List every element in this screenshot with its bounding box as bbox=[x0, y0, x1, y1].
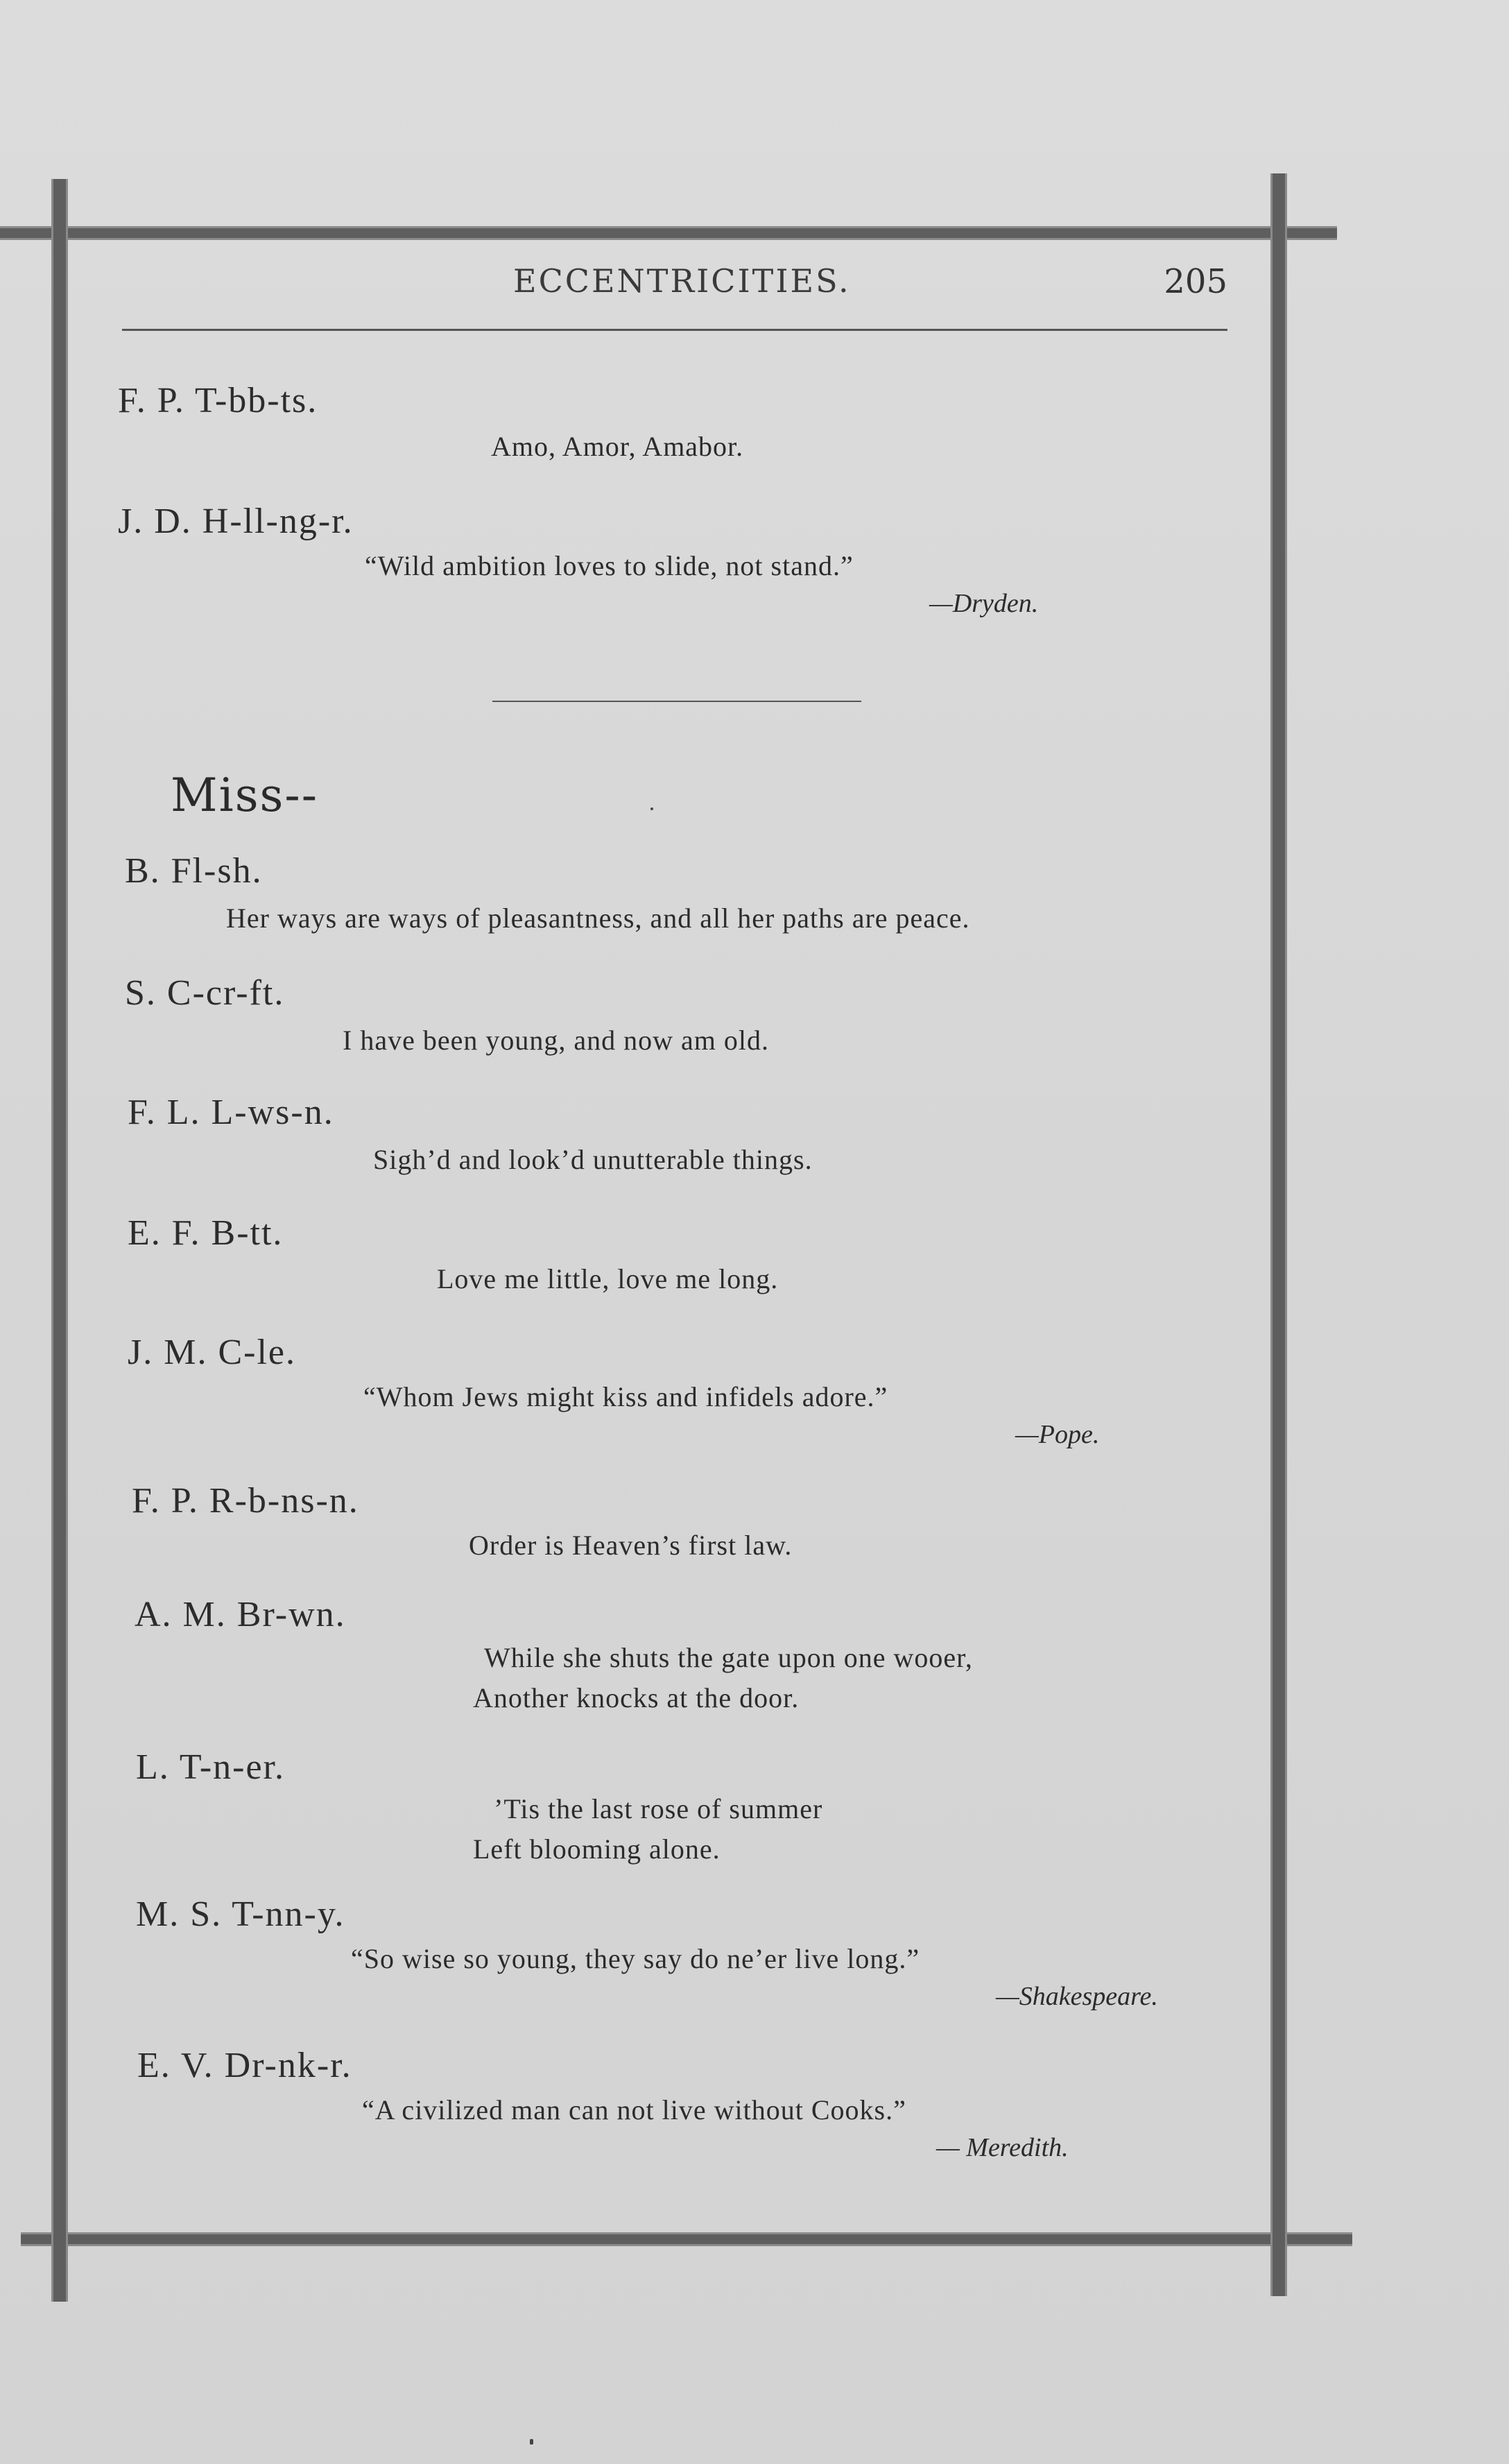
running-header bbox=[118, 262, 1227, 304]
entry-name: A. M. Br-wn. bbox=[135, 1595, 346, 1634]
entry-quote: Amo, Amor, Amabor. bbox=[491, 431, 744, 462]
left-border-bar bbox=[51, 179, 68, 2302]
section-heading: Miss-- bbox=[171, 769, 319, 822]
entry-quote: I have been young, and now am old. bbox=[343, 1025, 769, 1056]
entry-name: B. Fl-sh. bbox=[125, 851, 263, 891]
top-border-bar bbox=[0, 226, 1337, 240]
entry-quote: While she shuts the gate upon one wooer, bbox=[484, 1642, 973, 1673]
entry-quote: “So wise so young, they say do ne’er live long.” bbox=[351, 1943, 920, 1974]
entry-quote: “Whom Jews might kiss and infidels adore.” bbox=[363, 1381, 888, 1412]
entry-name: J. D. H-ll-ng-r. bbox=[118, 502, 354, 541]
entry-name: F. P. T-bb-ts. bbox=[118, 381, 318, 420]
entry-name: E. F. B-tt. bbox=[128, 1213, 284, 1253]
entry-name: F. P. R-b-ns-n. bbox=[132, 1481, 359, 1521]
entry-attribution: —Pope. bbox=[1015, 1420, 1100, 1449]
entry-name: L. T-n-er. bbox=[136, 1747, 285, 1787]
entry-quote: Sigh’d and look’d unutterable things. bbox=[373, 1144, 813, 1175]
header-rule bbox=[122, 329, 1227, 331]
print-speck bbox=[530, 2439, 533, 2445]
entry-attribution: —Shakespeare. bbox=[996, 1982, 1158, 2011]
entry-quote: Left blooming alone. bbox=[473, 1833, 721, 1865]
entry-name: M. S. T-nn-y. bbox=[136, 1894, 345, 1934]
entry-quote: Her ways are ways of pleasantness, and all her paths are peace. bbox=[226, 902, 970, 934]
entry-attribution: —Dryden. bbox=[929, 589, 1039, 618]
section-separator bbox=[492, 701, 861, 702]
bottom-border-bar bbox=[21, 2232, 1352, 2246]
entry-name: F. L. L-ws-n. bbox=[128, 1093, 334, 1132]
entry-name: J. M. C-le. bbox=[128, 1333, 296, 1372]
entry-quote: “A civilized man can not live without Cooks.” bbox=[362, 2094, 906, 2125]
page-number: 205 bbox=[1164, 262, 1227, 301]
entry-quote: Order is Heaven’s first law. bbox=[469, 1530, 793, 1561]
entry-quote: Another knocks at the door. bbox=[473, 1682, 800, 1713]
entry-quote: ’Tis the last rose of summer bbox=[494, 1793, 823, 1824]
entry-attribution: — Meredith. bbox=[936, 2133, 1069, 2162]
entry-quote: Love me little, love me long. bbox=[437, 1263, 779, 1294]
header-title: ECCENTRICITIES. bbox=[513, 262, 851, 300]
print-speck bbox=[650, 807, 653, 810]
entry-quote: “Wild ambition loves to slide, not stand.” bbox=[365, 550, 854, 581]
entry-name: E. V. Dr-nk-r. bbox=[137, 2046, 352, 2085]
right-border-bar bbox=[1270, 173, 1287, 2296]
entry-name: S. C-cr-ft. bbox=[125, 973, 285, 1013]
